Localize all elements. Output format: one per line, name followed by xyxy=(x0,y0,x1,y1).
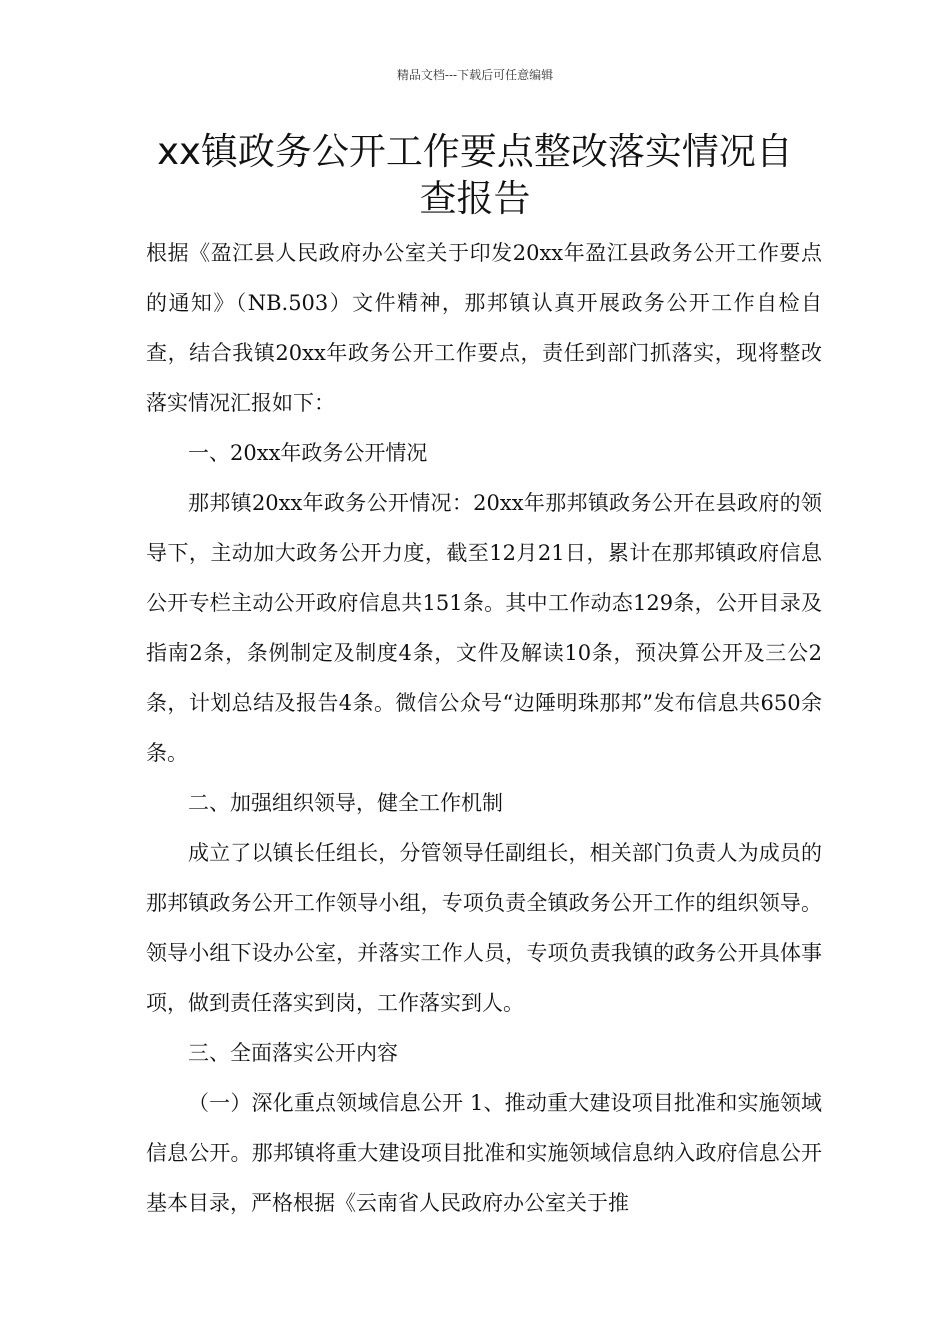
body-paragraph: 那邦镇20xx年政务公开情况：20xx年那邦镇政务公开在县政府的领导下，主动加大政务公开力度，截至12月21日，累计在那邦镇政府信息公开专栏主动公开政府信息共151条。其中工作动态129条，公开目录及指南2条，条例制定及制度4条，文件及解读10条，预决算公开及三公2条，计划总结及报告4条。微信公众号“边陲明珠那邦”发布信息共650余条。 xyxy=(146,491,822,765)
section-heading-2: 二、加强组织领导，健全工作机制 xyxy=(188,791,503,815)
intro-paragraph: 根据《盈江县人民政府办公室关于印发20xx年盈江县政务公开工作要点的通知》（NB.503）文件精神，那邦镇认真开展政务公开工作自检自查，结合我镇20xx年政务公开工作要点，责任到部门抓落实，现将整改落实情况汇报如下： xyxy=(146,241,822,415)
section-heading-1: 一、20xx年政务公开情况 xyxy=(188,441,428,465)
body-paragraph: （一）深化重点领域信息公开 1、推动重大建设项目批准和实施领域信息公开。那邦镇将重大建设项目批准和实施领域信息纳入政府信息公开基本目录，严格根据《云南省人民政府办公室关于推 xyxy=(146,1091,822,1215)
document-body xyxy=(146,228,822,1228)
title-line-2: 查报告 xyxy=(419,177,531,220)
body-paragraph: 成立了以镇长任组长，分管领导任副组长，相关部门负责人为成员的那邦镇政务公开工作领导小组，专项负责全镇政务公开工作的组织领导。领导小组下设办公室，并落实工作人员，专项负责我镇的政务公开具体事项，做到责任落实到岗，工作落实到人。 xyxy=(146,841,822,1015)
title-line-1: xx镇政务公开工作要点整改落实情况自 xyxy=(157,130,793,173)
page-header: 精品文档---下载后可任意编辑 xyxy=(396,68,554,82)
document-title xyxy=(100,128,850,222)
section-heading-3: 三、全面落实公开内容 xyxy=(188,1041,398,1065)
